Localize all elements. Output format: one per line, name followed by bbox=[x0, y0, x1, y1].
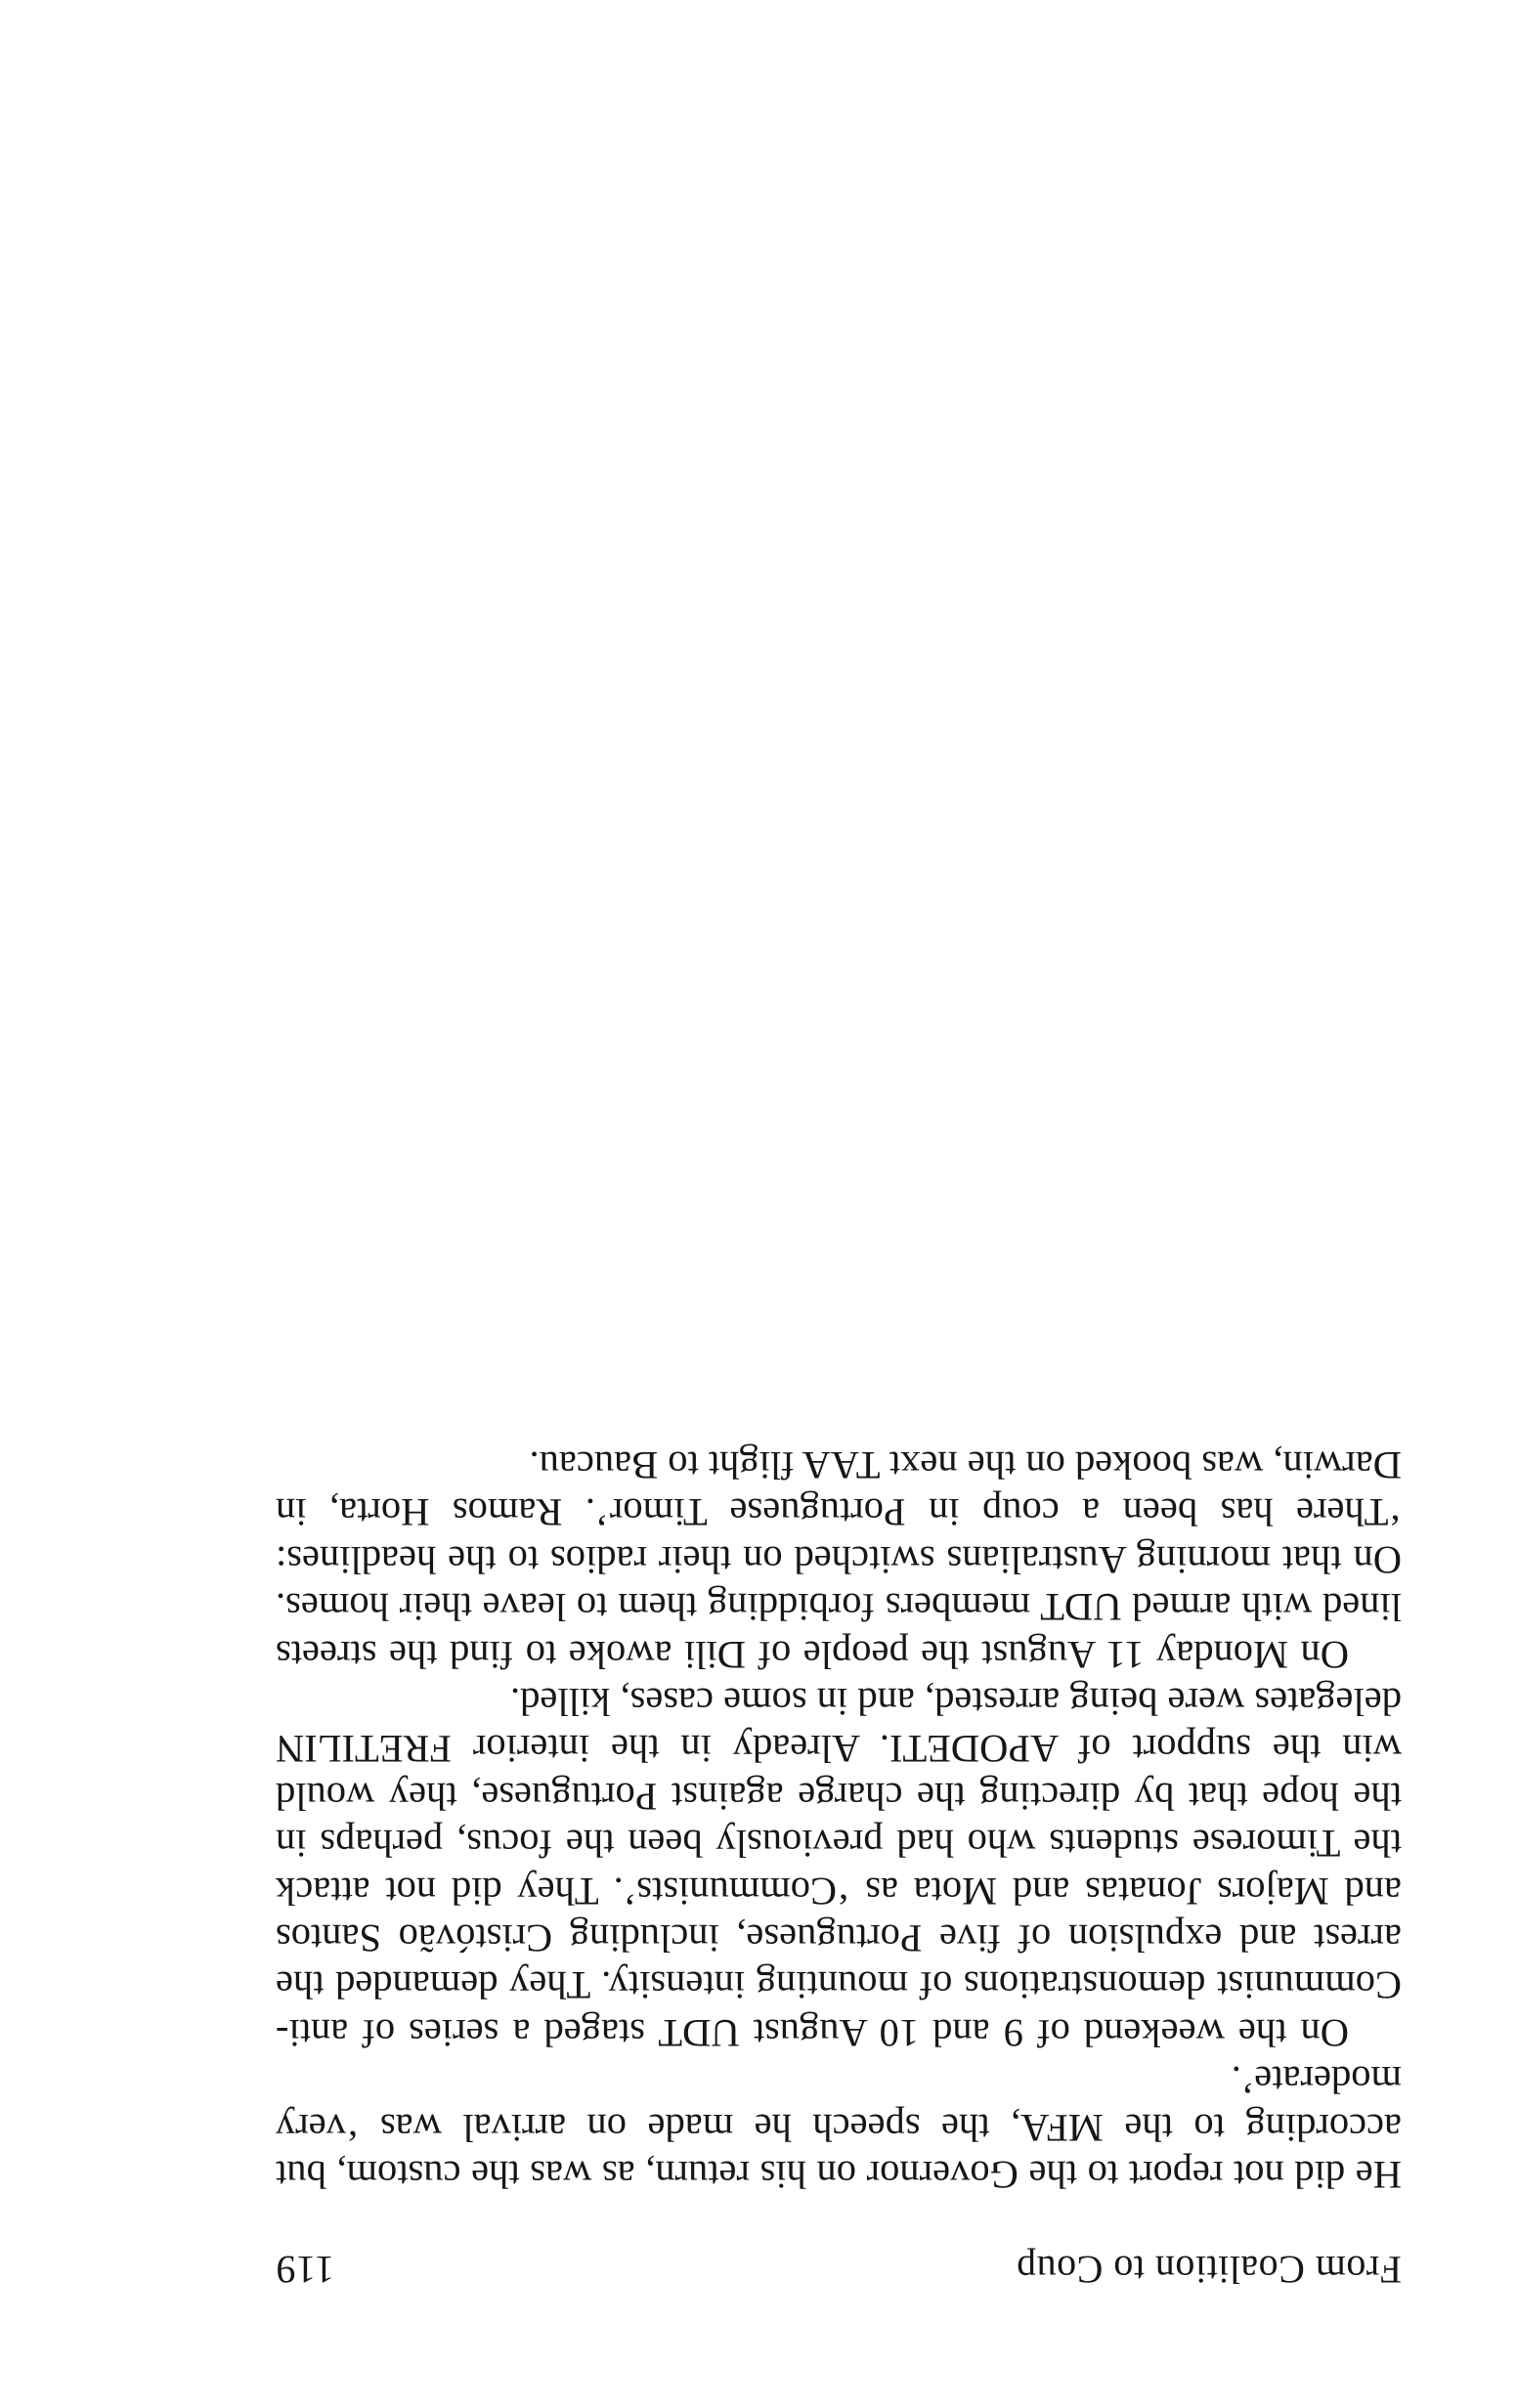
body-text bbox=[276, 1441, 1402, 2199]
page-number: 119 bbox=[276, 2248, 335, 2292]
paragraph-2: On the weekend of 9 and 10 August UDT staged a series of anti-Communist demonstrations of mounting intensity. They demanded the arrest and expulsion of five Portuguese, including Cristóvão Santos and Majors Jonatas and Mota as ‘Communists’. They did not attack the Timorese students who had previously been the focus, perhaps in the hope that by directing the charge against Portuguese, they would win the support of APODETI. Already in the interior FRETILIN delegates were being arrested, and in some cases, killed. bbox=[276, 1679, 1402, 2055]
running-head-title: From Coalition to Coup bbox=[1016, 2248, 1402, 2292]
running-head bbox=[276, 2234, 1402, 2293]
paragraph-1: He did not report to the Governor on his return, as was the custom, but according to the MFA, the speech he made on arrival was ‘very moderate’. bbox=[276, 2058, 1402, 2197]
paragraph-3: On Monday 11 August the people of Dili awoke to find the streets lined with armed UDT members forbidding them to leave their homes. On that morning Australians switched on their radios to the headlines: ‘There has been a coup in Portuguese Timor’. Ramos Horta, in Darwin, was booked on the next TAA flight to Baucau. bbox=[276, 1442, 1402, 1677]
